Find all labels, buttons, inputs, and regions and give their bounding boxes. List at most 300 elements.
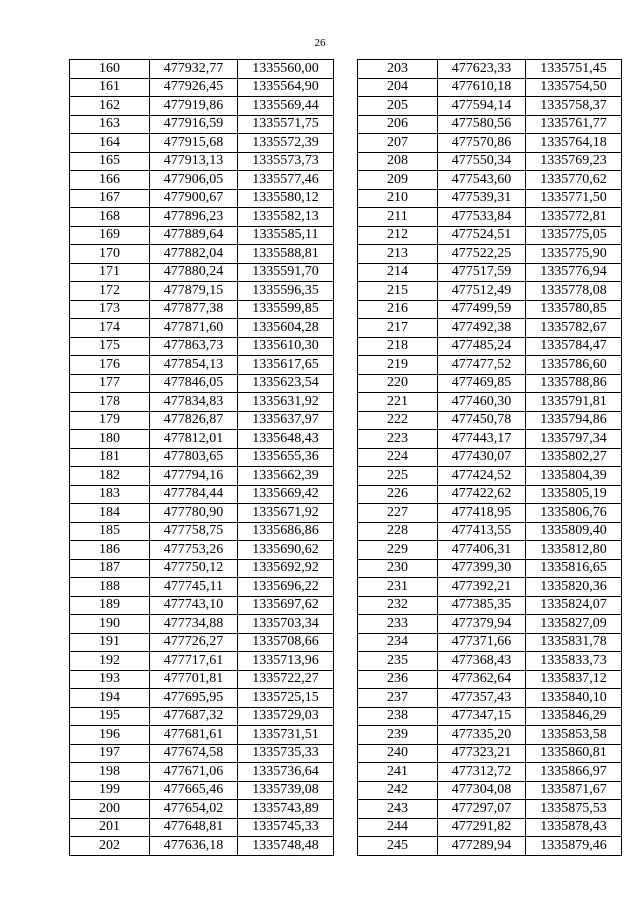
point-number-cell: 198 [70, 763, 150, 782]
y-coordinate-cell: 1335770,62 [526, 171, 622, 190]
table-row [70, 263, 334, 282]
y-coordinate-cell: 1335871,67 [526, 781, 622, 800]
point-number-cell: 194 [70, 689, 150, 708]
y-coordinate-cell: 1335786,60 [526, 356, 622, 375]
x-coordinate-cell: 477392,21 [438, 578, 526, 597]
table-row [70, 319, 334, 338]
y-coordinate-cell: 1335591,70 [238, 263, 334, 282]
y-coordinate-cell: 1335703,34 [238, 615, 334, 634]
table-row [70, 485, 334, 504]
table-row [358, 430, 622, 449]
y-coordinate-cell: 1335775,05 [526, 226, 622, 245]
y-coordinate-cell: 1335588,81 [238, 245, 334, 264]
table-row [70, 670, 334, 689]
table-row [70, 337, 334, 356]
table-row [70, 837, 334, 856]
point-number-cell: 228 [358, 522, 438, 541]
y-coordinate-cell: 1335784,47 [526, 337, 622, 356]
point-number-cell: 226 [358, 485, 438, 504]
table-row [70, 115, 334, 134]
y-coordinate-cell: 1335782,67 [526, 319, 622, 338]
point-number-cell: 207 [358, 134, 438, 153]
table-row [70, 393, 334, 412]
y-coordinate-cell: 1335655,36 [238, 448, 334, 467]
x-coordinate-cell: 477289,94 [438, 837, 526, 856]
table-row [70, 411, 334, 430]
y-coordinate-cell: 1335692,92 [238, 559, 334, 578]
x-coordinate-cell: 477916,59 [150, 115, 238, 134]
x-coordinate-cell: 477533,84 [438, 208, 526, 227]
point-number-cell: 224 [358, 448, 438, 467]
table-row [70, 374, 334, 393]
x-coordinate-cell: 477889,64 [150, 226, 238, 245]
table-row [70, 245, 334, 264]
x-coordinate-cell: 477512,49 [438, 282, 526, 301]
table-row [70, 615, 334, 634]
point-number-cell: 197 [70, 744, 150, 763]
x-coordinate-cell: 477460,30 [438, 393, 526, 412]
y-coordinate-cell: 1335690,62 [238, 541, 334, 560]
x-coordinate-cell: 477418,95 [438, 504, 526, 523]
x-coordinate-cell: 477826,87 [150, 411, 238, 430]
x-coordinate-cell: 477580,56 [438, 115, 526, 134]
x-coordinate-cell: 477368,43 [438, 652, 526, 671]
table-row [358, 670, 622, 689]
point-number-cell: 241 [358, 763, 438, 782]
y-coordinate-cell: 1335745,33 [238, 818, 334, 837]
point-number-cell: 190 [70, 615, 150, 634]
table-row [70, 744, 334, 763]
y-coordinate-cell: 1335780,85 [526, 300, 622, 319]
x-coordinate-cell: 477443,17 [438, 430, 526, 449]
x-coordinate-cell: 477926,45 [150, 78, 238, 97]
x-coordinate-cell: 477450,78 [438, 411, 526, 430]
y-coordinate-cell: 1335806,76 [526, 504, 622, 523]
x-coordinate-cell: 477674,58 [150, 744, 238, 763]
table-row [358, 134, 622, 153]
x-coordinate-cell: 477726,27 [150, 633, 238, 652]
table-row [70, 171, 334, 190]
point-number-cell: 209 [358, 171, 438, 190]
table-row [358, 97, 622, 116]
table-row [70, 189, 334, 208]
y-coordinate-cell: 1335788,86 [526, 374, 622, 393]
table-row [70, 763, 334, 782]
table-row [358, 522, 622, 541]
table-row [70, 781, 334, 800]
table-row [358, 337, 622, 356]
point-number-cell: 220 [358, 374, 438, 393]
table-row [358, 485, 622, 504]
point-number-cell: 204 [358, 78, 438, 97]
point-number-cell: 219 [358, 356, 438, 375]
y-coordinate-cell: 1335696,22 [238, 578, 334, 597]
x-coordinate-cell: 477919,86 [150, 97, 238, 116]
point-number-cell: 242 [358, 781, 438, 800]
table-row [70, 467, 334, 486]
x-coordinate-cell: 477406,31 [438, 541, 526, 560]
y-coordinate-cell: 1335771,50 [526, 189, 622, 208]
x-coordinate-cell: 477665,46 [150, 781, 238, 800]
table-row [358, 319, 622, 338]
point-number-cell: 189 [70, 596, 150, 615]
table-row [70, 97, 334, 116]
x-coordinate-cell: 477522,25 [438, 245, 526, 264]
point-number-cell: 235 [358, 652, 438, 671]
table-row [358, 781, 622, 800]
table-row [358, 282, 622, 301]
table-row [358, 115, 622, 134]
x-coordinate-cell: 477362,64 [438, 670, 526, 689]
point-number-cell: 232 [358, 596, 438, 615]
point-number-cell: 182 [70, 467, 150, 486]
point-number-cell: 230 [358, 559, 438, 578]
point-number-cell: 202 [70, 837, 150, 856]
y-coordinate-cell: 1335853,58 [526, 726, 622, 745]
point-number-cell: 161 [70, 78, 150, 97]
y-coordinate-cell: 1335820,36 [526, 578, 622, 597]
table-row [70, 689, 334, 708]
x-coordinate-cell: 477743,10 [150, 596, 238, 615]
point-number-cell: 239 [358, 726, 438, 745]
y-coordinate-cell: 1335846,29 [526, 707, 622, 726]
x-coordinate-cell: 477753,26 [150, 541, 238, 560]
y-coordinate-cell: 1335577,46 [238, 171, 334, 190]
x-coordinate-cell: 477357,43 [438, 689, 526, 708]
x-coordinate-cell: 477297,07 [438, 800, 526, 819]
point-number-cell: 208 [358, 152, 438, 171]
point-number-cell: 164 [70, 134, 150, 153]
point-number-cell: 218 [358, 337, 438, 356]
x-coordinate-cell: 477803,65 [150, 448, 238, 467]
table-row [70, 504, 334, 523]
x-coordinate-cell: 477915,68 [150, 134, 238, 153]
x-coordinate-cell: 477784,44 [150, 485, 238, 504]
y-coordinate-cell: 1335572,39 [238, 134, 334, 153]
x-coordinate-cell: 477550,34 [438, 152, 526, 171]
y-coordinate-cell: 1335809,40 [526, 522, 622, 541]
x-coordinate-cell: 477399,30 [438, 559, 526, 578]
table-row [358, 226, 622, 245]
point-number-cell: 166 [70, 171, 150, 190]
table-row [70, 134, 334, 153]
point-number-cell: 181 [70, 448, 150, 467]
x-coordinate-cell: 477636,18 [150, 837, 238, 856]
y-coordinate-cell: 1335669,42 [238, 485, 334, 504]
table-row [358, 393, 622, 412]
x-coordinate-cell: 477570,86 [438, 134, 526, 153]
x-coordinate-cell: 477477,52 [438, 356, 526, 375]
table-row [70, 356, 334, 375]
coordinates-table-left-body [70, 60, 334, 856]
point-number-cell: 221 [358, 393, 438, 412]
point-number-cell: 177 [70, 374, 150, 393]
table-row [70, 596, 334, 615]
point-number-cell: 175 [70, 337, 150, 356]
y-coordinate-cell: 1335875,53 [526, 800, 622, 819]
point-number-cell: 243 [358, 800, 438, 819]
y-coordinate-cell: 1335797,34 [526, 430, 622, 449]
y-coordinate-cell: 1335840,10 [526, 689, 622, 708]
x-coordinate-cell: 477371,66 [438, 633, 526, 652]
table-row [358, 60, 622, 79]
table-row [70, 522, 334, 541]
y-coordinate-cell: 1335560,00 [238, 60, 334, 79]
x-coordinate-cell: 477871,60 [150, 319, 238, 338]
x-coordinate-cell: 477687,32 [150, 707, 238, 726]
table-row [70, 541, 334, 560]
y-coordinate-cell: 1335758,37 [526, 97, 622, 116]
table-row [358, 559, 622, 578]
y-coordinate-cell: 1335860,81 [526, 744, 622, 763]
table-row [358, 615, 622, 634]
y-coordinate-cell: 1335571,75 [238, 115, 334, 134]
y-coordinate-cell: 1335662,39 [238, 467, 334, 486]
x-coordinate-cell: 477347,15 [438, 707, 526, 726]
point-number-cell: 167 [70, 189, 150, 208]
y-coordinate-cell: 1335837,12 [526, 670, 622, 689]
x-coordinate-cell: 477335,20 [438, 726, 526, 745]
table-row [358, 263, 622, 282]
x-coordinate-cell: 477834,83 [150, 393, 238, 412]
point-number-cell: 178 [70, 393, 150, 412]
table-row [358, 504, 622, 523]
y-coordinate-cell: 1335648,43 [238, 430, 334, 449]
table-row [70, 282, 334, 301]
x-coordinate-cell: 477623,33 [438, 60, 526, 79]
table-row [358, 633, 622, 652]
table-row [70, 818, 334, 837]
point-number-cell: 170 [70, 245, 150, 264]
x-coordinate-cell: 477499,59 [438, 300, 526, 319]
x-coordinate-cell: 477750,12 [150, 559, 238, 578]
table-row [358, 411, 622, 430]
point-number-cell: 193 [70, 670, 150, 689]
table-row [70, 707, 334, 726]
table-row [358, 800, 622, 819]
x-coordinate-cell: 477745,11 [150, 578, 238, 597]
y-coordinate-cell: 1335722,27 [238, 670, 334, 689]
point-number-cell: 203 [358, 60, 438, 79]
point-number-cell: 200 [70, 800, 150, 819]
table-row [358, 374, 622, 393]
table-row [358, 356, 622, 375]
point-number-cell: 188 [70, 578, 150, 597]
table-row [358, 245, 622, 264]
y-coordinate-cell: 1335735,33 [238, 744, 334, 763]
point-number-cell: 163 [70, 115, 150, 134]
point-number-cell: 238 [358, 707, 438, 726]
point-number-cell: 236 [358, 670, 438, 689]
x-coordinate-cell: 477863,73 [150, 337, 238, 356]
x-coordinate-cell: 477880,24 [150, 263, 238, 282]
y-coordinate-cell: 1335812,80 [526, 541, 622, 560]
point-number-cell: 160 [70, 60, 150, 79]
x-coordinate-cell: 477695,95 [150, 689, 238, 708]
x-coordinate-cell: 477323,21 [438, 744, 526, 763]
point-number-cell: 192 [70, 652, 150, 671]
y-coordinate-cell: 1335637,97 [238, 411, 334, 430]
point-number-cell: 162 [70, 97, 150, 116]
x-coordinate-cell: 477654,02 [150, 800, 238, 819]
point-number-cell: 210 [358, 189, 438, 208]
point-number-cell: 240 [358, 744, 438, 763]
table-row [358, 171, 622, 190]
table-row [70, 578, 334, 597]
y-coordinate-cell: 1335827,09 [526, 615, 622, 634]
point-number-cell: 212 [358, 226, 438, 245]
y-coordinate-cell: 1335731,51 [238, 726, 334, 745]
x-coordinate-cell: 477492,38 [438, 319, 526, 338]
point-number-cell: 216 [358, 300, 438, 319]
point-number-cell: 168 [70, 208, 150, 227]
y-coordinate-cell: 1335878,43 [526, 818, 622, 837]
table-row [70, 430, 334, 449]
y-coordinate-cell: 1335617,65 [238, 356, 334, 375]
table-row [358, 189, 622, 208]
x-coordinate-cell: 477854,13 [150, 356, 238, 375]
x-coordinate-cell: 477900,67 [150, 189, 238, 208]
point-number-cell: 183 [70, 485, 150, 504]
x-coordinate-cell: 477882,04 [150, 245, 238, 264]
coordinates-table-left [69, 59, 334, 856]
y-coordinate-cell: 1335671,92 [238, 504, 334, 523]
x-coordinate-cell: 477812,01 [150, 430, 238, 449]
y-coordinate-cell: 1335697,62 [238, 596, 334, 615]
point-number-cell: 195 [70, 707, 150, 726]
y-coordinate-cell: 1335764,18 [526, 134, 622, 153]
y-coordinate-cell: 1335831,78 [526, 633, 622, 652]
table-row [358, 578, 622, 597]
point-number-cell: 227 [358, 504, 438, 523]
x-coordinate-cell: 477422,62 [438, 485, 526, 504]
table-row [70, 559, 334, 578]
y-coordinate-cell: 1335802,27 [526, 448, 622, 467]
table-row [358, 763, 622, 782]
x-coordinate-cell: 477879,15 [150, 282, 238, 301]
point-number-cell: 196 [70, 726, 150, 745]
y-coordinate-cell: 1335736,64 [238, 763, 334, 782]
point-number-cell: 231 [358, 578, 438, 597]
x-coordinate-cell: 477379,94 [438, 615, 526, 634]
y-coordinate-cell: 1335776,94 [526, 263, 622, 282]
table-row [358, 837, 622, 856]
y-coordinate-cell: 1335833,73 [526, 652, 622, 671]
y-coordinate-cell: 1335610,30 [238, 337, 334, 356]
point-number-cell: 180 [70, 430, 150, 449]
point-number-cell: 185 [70, 522, 150, 541]
x-coordinate-cell: 477734,88 [150, 615, 238, 634]
x-coordinate-cell: 477539,31 [438, 189, 526, 208]
point-number-cell: 244 [358, 818, 438, 837]
x-coordinate-cell: 477610,18 [438, 78, 526, 97]
x-coordinate-cell: 477291,82 [438, 818, 526, 837]
y-coordinate-cell: 1335686,86 [238, 522, 334, 541]
x-coordinate-cell: 477780,90 [150, 504, 238, 523]
point-number-cell: 225 [358, 467, 438, 486]
point-number-cell: 199 [70, 781, 150, 800]
point-number-cell: 205 [358, 97, 438, 116]
x-coordinate-cell: 477304,08 [438, 781, 526, 800]
point-number-cell: 211 [358, 208, 438, 227]
table-row [358, 78, 622, 97]
table-row [358, 208, 622, 227]
y-coordinate-cell: 1335739,08 [238, 781, 334, 800]
x-coordinate-cell: 477385,35 [438, 596, 526, 615]
point-number-cell: 171 [70, 263, 150, 282]
x-coordinate-cell: 477877,38 [150, 300, 238, 319]
table-row [70, 152, 334, 171]
x-coordinate-cell: 477413,55 [438, 522, 526, 541]
point-number-cell: 176 [70, 356, 150, 375]
x-coordinate-cell: 477906,05 [150, 171, 238, 190]
table-row [358, 448, 622, 467]
y-coordinate-cell: 1335569,44 [238, 97, 334, 116]
y-coordinate-cell: 1335582,13 [238, 208, 334, 227]
y-coordinate-cell: 1335775,90 [526, 245, 622, 264]
x-coordinate-cell: 477758,75 [150, 522, 238, 541]
table-row [358, 652, 622, 671]
x-coordinate-cell: 477485,24 [438, 337, 526, 356]
table-row [70, 726, 334, 745]
table-row [358, 541, 622, 560]
table-row [70, 208, 334, 227]
point-number-cell: 174 [70, 319, 150, 338]
table-row [358, 818, 622, 837]
y-coordinate-cell: 1335743,89 [238, 800, 334, 819]
table-row [358, 726, 622, 745]
point-number-cell: 229 [358, 541, 438, 560]
table-row [358, 744, 622, 763]
point-number-cell: 222 [358, 411, 438, 430]
y-coordinate-cell: 1335794,86 [526, 411, 622, 430]
x-coordinate-cell: 477543,60 [438, 171, 526, 190]
x-coordinate-cell: 477681,61 [150, 726, 238, 745]
y-coordinate-cell: 1335751,45 [526, 60, 622, 79]
y-coordinate-cell: 1335585,11 [238, 226, 334, 245]
point-number-cell: 245 [358, 837, 438, 856]
y-coordinate-cell: 1335599,85 [238, 300, 334, 319]
y-coordinate-cell: 1335564,90 [238, 78, 334, 97]
y-coordinate-cell: 1335748,48 [238, 837, 334, 856]
point-number-cell: 215 [358, 282, 438, 301]
y-coordinate-cell: 1335769,23 [526, 152, 622, 171]
x-coordinate-cell: 477430,07 [438, 448, 526, 467]
y-coordinate-cell: 1335879,46 [526, 837, 622, 856]
table-row [358, 152, 622, 171]
x-coordinate-cell: 477846,05 [150, 374, 238, 393]
table-row [70, 652, 334, 671]
x-coordinate-cell: 477671,06 [150, 763, 238, 782]
table-row [358, 707, 622, 726]
table-row [70, 800, 334, 819]
point-number-cell: 223 [358, 430, 438, 449]
y-coordinate-cell: 1335623,54 [238, 374, 334, 393]
point-number-cell: 173 [70, 300, 150, 319]
y-coordinate-cell: 1335729,03 [238, 707, 334, 726]
point-number-cell: 233 [358, 615, 438, 634]
x-coordinate-cell: 477896,23 [150, 208, 238, 227]
x-coordinate-cell: 477717,61 [150, 652, 238, 671]
x-coordinate-cell: 477913,13 [150, 152, 238, 171]
y-coordinate-cell: 1335604,28 [238, 319, 334, 338]
y-coordinate-cell: 1335805,19 [526, 485, 622, 504]
table-row [358, 467, 622, 486]
point-number-cell: 165 [70, 152, 150, 171]
point-number-cell: 214 [358, 263, 438, 282]
table-row [70, 448, 334, 467]
y-coordinate-cell: 1335754,50 [526, 78, 622, 97]
